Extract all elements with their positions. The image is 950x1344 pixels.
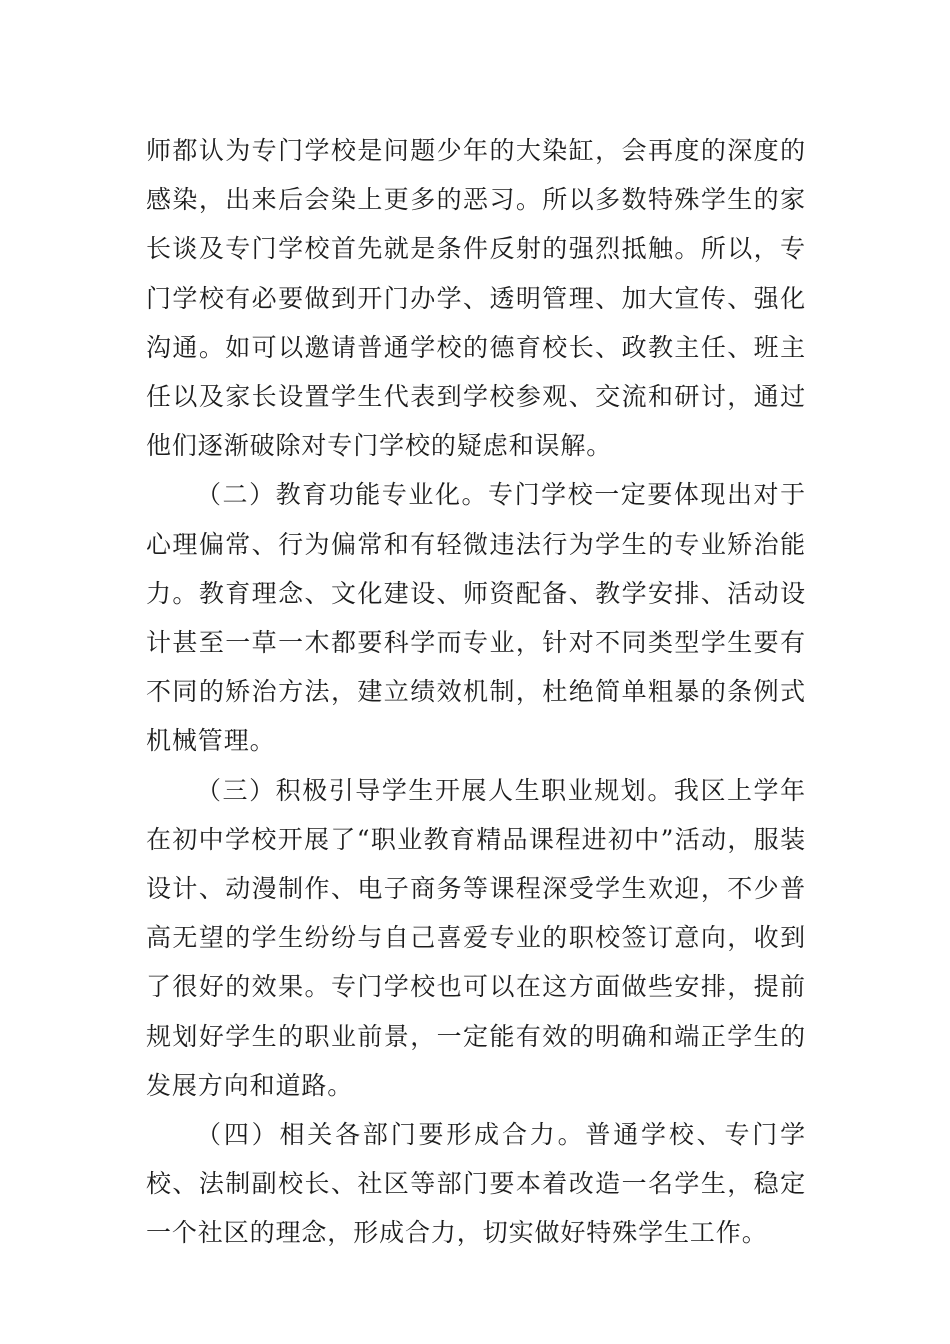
document-body [146,126,806,1258]
paragraph-section-four: （四）相关各部门要形成合力。普通学校、专门学校、法制副校长、社区等部门要本着改造一名学生，稳定一个社区的理念，形成合力，切实做好特殊学生工作。 [146,1120,806,1248]
paragraph-section-three: （三）积极引导学生开展人生职业规划。我区上学年在初中学校开展了“职业教育精品课程进初中”活动，服装设计、动漫制作、电子商务等课程深受学生欢迎，不少普高无望的学生纷纷与自己喜爱专业的职校签订意向，收到了很好的效果。专门学校也可以在这方面做些安排，提前规划好学生的职业前景，一定能有效的明确和端正学生的发展方向和道路。 [146,775,806,1100]
paragraph-section-two: （二）教育功能专业化。专门学校一定要体现出对于心理偏常、行为偏常和有轻微违法行为学生的专业矫治能力。教育理念、文化建设、师资配备、教学安排、活动设计甚至一草一木都要科学而专业，针对不同类型学生要有不同的矫治方法，建立绩效机制，杜绝简单粗暴的条例式机械管理。 [146,480,806,756]
paragraph-continuation: 师都认为专门学校是问题少年的大染缸，会再度的深度的感染，出来后会染上更多的恶习。所以多数特殊学生的家长谈及专门学校首先就是条件反射的强烈抵触。所以，专门学校有必要做到开门办学、透明管理、加大宣传、强化沟通。如可以邀请普通学校的德育校长、政教主任、班主任以及家长设置学生代表到学校参观、交流和研讨，通过他们逐渐破除对专门学校的疑虑和误解。 [146,136,806,461]
